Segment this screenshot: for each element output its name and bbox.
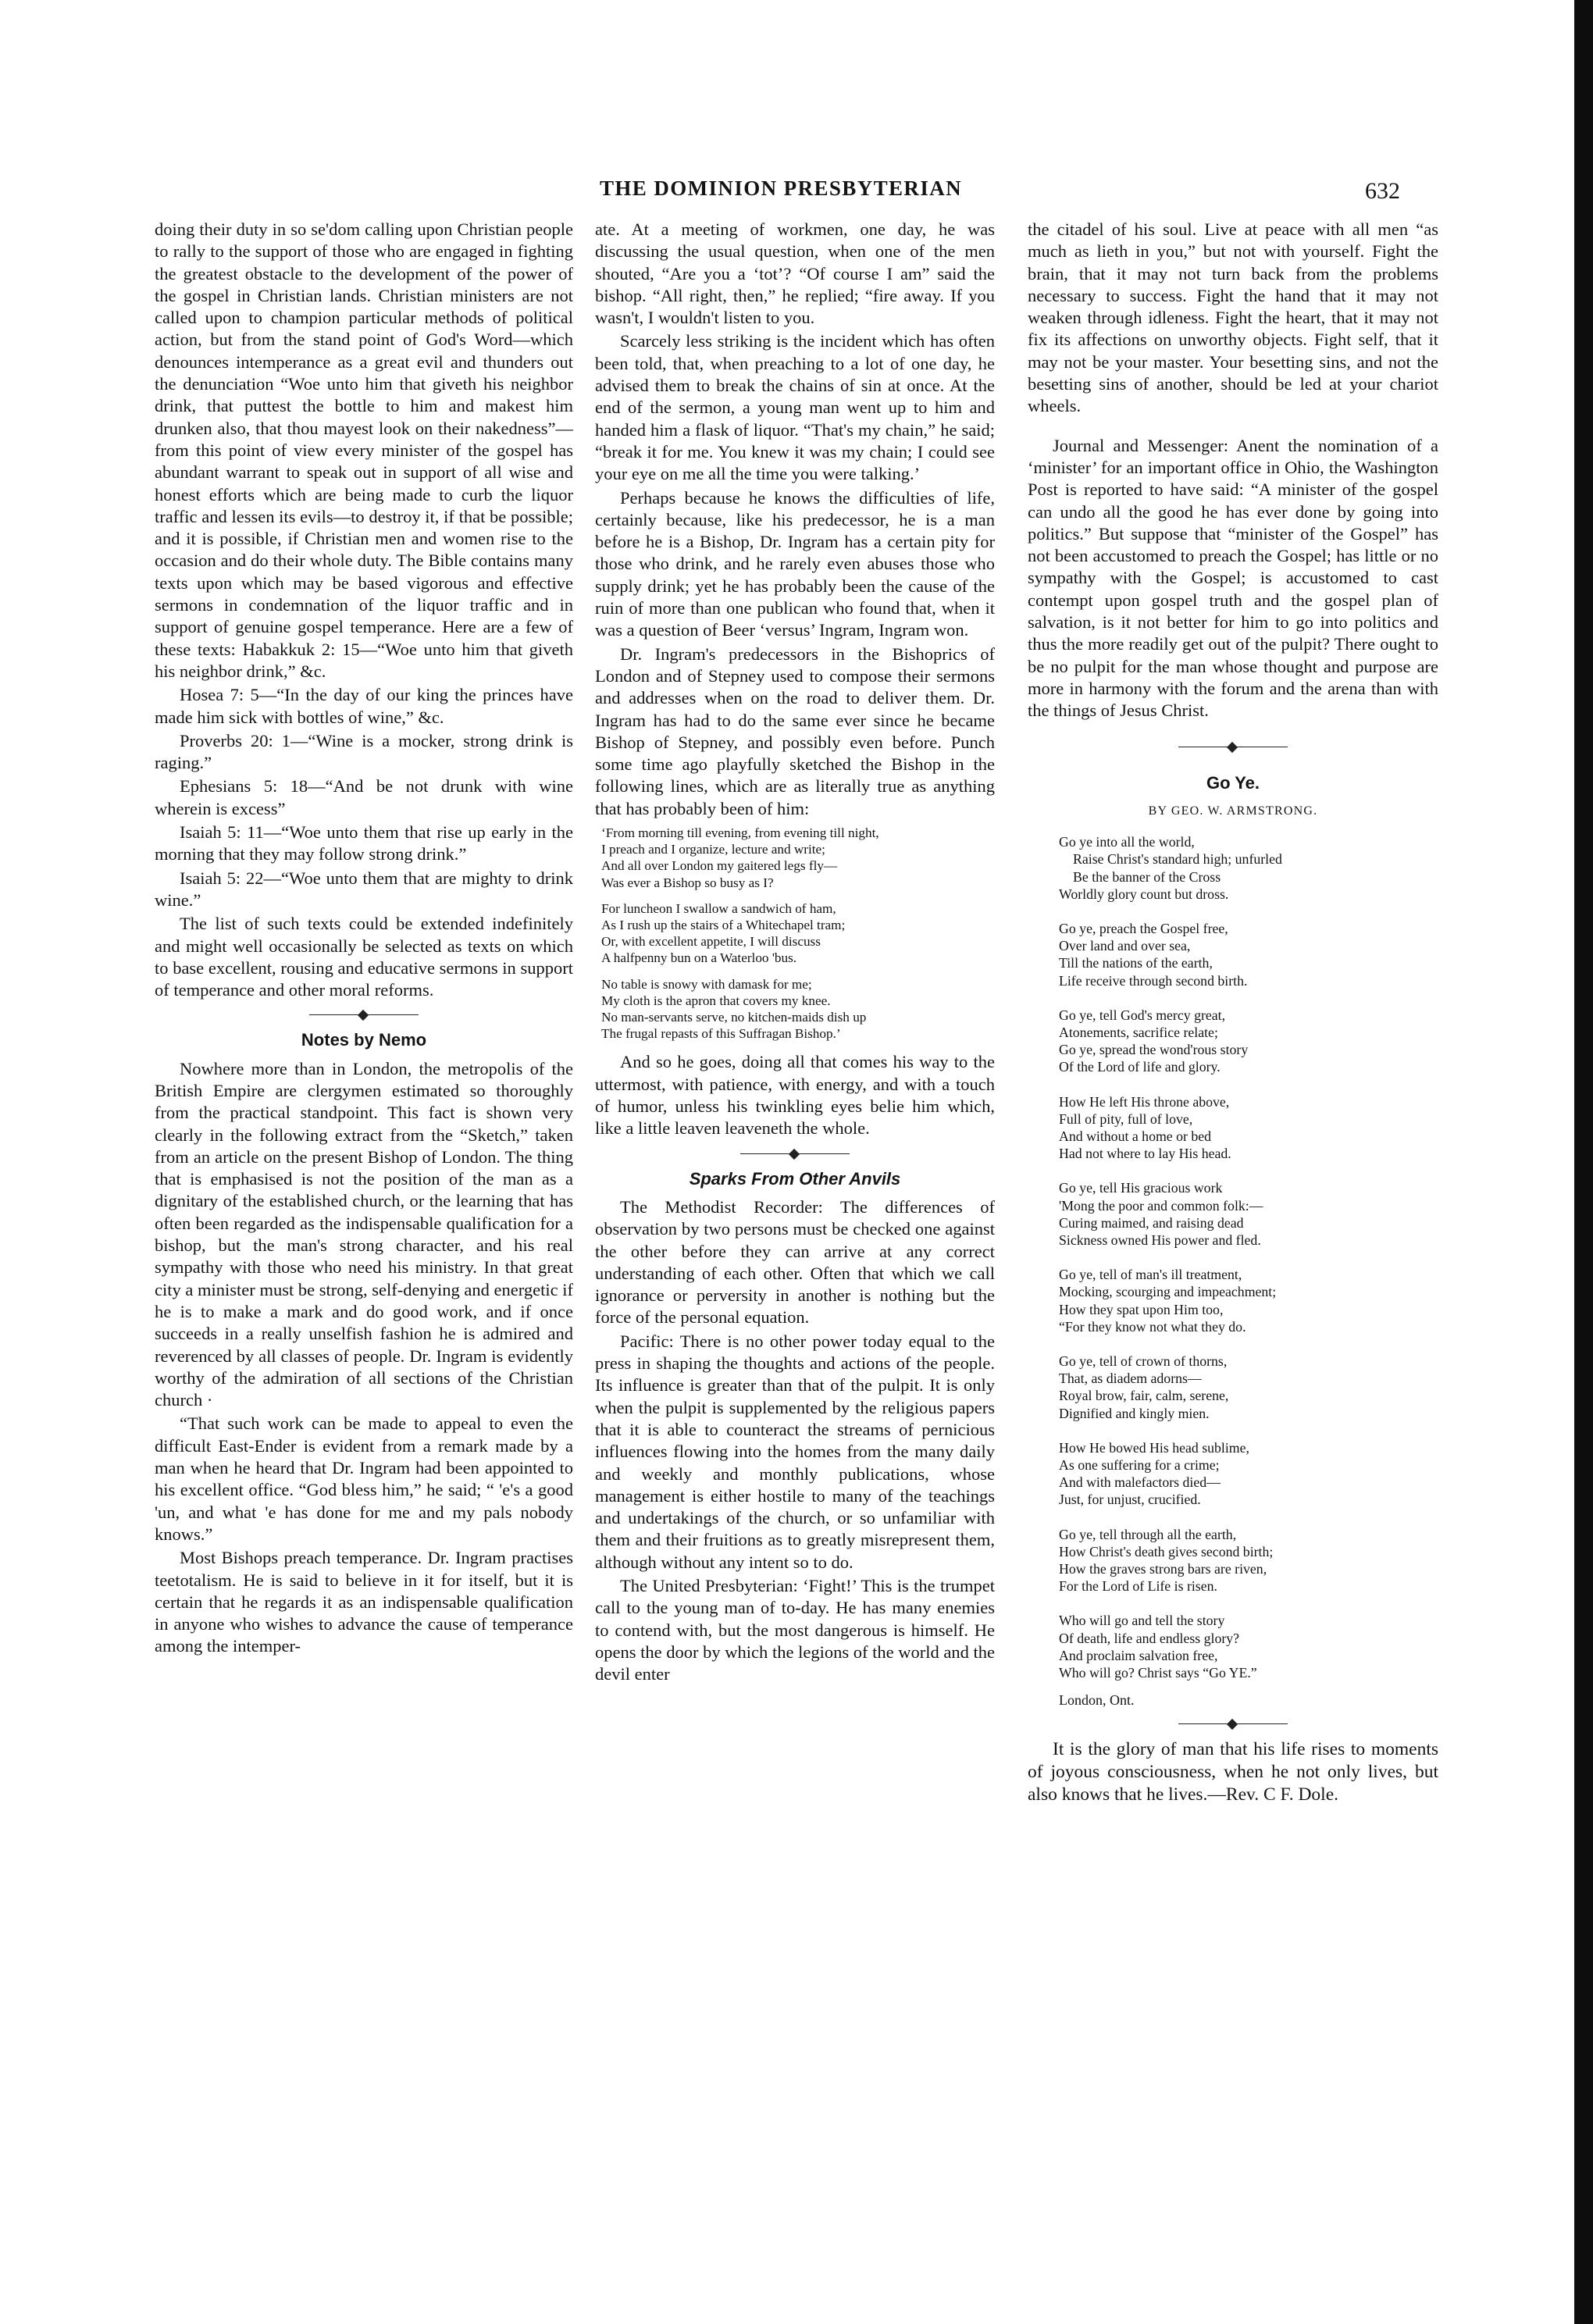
verse-line: I preach and I organize, lecture and write; [601, 842, 825, 857]
poem-line: And proclaim salvation free, [1059, 1647, 1218, 1663]
poem-line: Go ye, tell His gracious work [1059, 1180, 1223, 1196]
verse-line: No table is snowy with damask for me; [601, 976, 812, 992]
paragraph: Proverbs 20: 1—“Wine is a mocker, strong drink is raging.” [155, 730, 573, 773]
verse-stanza [595, 825, 995, 891]
verse-line: Was ever a Bishop so busy as I? [601, 875, 774, 890]
column-3 [1028, 219, 1438, 1806]
poem-stanza [1028, 833, 1438, 903]
page-number: 632 [1365, 178, 1400, 204]
poem-place: London, Ont. [1059, 1692, 1135, 1709]
column-2 [595, 219, 995, 1685]
poem-line: Just, for unjust, crucified. [1059, 1492, 1201, 1508]
paragraph: doing their duty in so se'dom calling upon Christian people to rally to the support of those who are engaged in fighting the greatest obstacle to the development of the power of the gospel in Christian lands. Christian ministers are not called upon to champion particular methods of political action, but from the stand point of God's Word—which denounces intemperance as a great evil and thunders out the denunciation “Woe unto him that giveth his neighbor drink, that puttest the bottle to him and makest him drunken also, that thou mayest look on their nakedness”—from this point of view every minister of the gospel has abundant warrant to speak out in support of all wise and honest efforts which are being made to curb the liquor traffic and lessen its evils—to destroy it, if that be possible; and it is possible, if Christian men and women rise to the occasion and do their whole duty. The Bible contains many texts upon which may be based vigorous and effective sermons in condemnation of the liquor traffic and in support of genuine gospel temperance. Here are a few of these texts: Habakkuk 2: 15—“Woe unto him that giveth his neighbor drink,” &c. [155, 219, 573, 681]
poem-line: How the graves strong bars are riven, [1059, 1561, 1267, 1577]
poem-line: Go ye, tell through all the earth, [1059, 1526, 1237, 1542]
scan-edge [1574, 0, 1593, 2324]
poem-stanza [1028, 1093, 1438, 1163]
section-divider [740, 1150, 850, 1159]
paragraph: Isaiah 5: 22—“Woe unto them that are mighty to drink wine.” [155, 868, 573, 910]
poem-line: Had not where to lay His head. [1059, 1146, 1231, 1162]
verse-line: As I rush up the stairs of a Whitechapel tram; [601, 918, 846, 933]
poem-title: Go Ye. [1206, 772, 1260, 793]
section-heading-sparks-from-other-anvils: Sparks From Other Anvils [689, 1168, 901, 1189]
section-divider [1178, 743, 1288, 752]
poem-line: And without a home or bed [1059, 1128, 1212, 1144]
verse-line: A halfpenny bun on a Waterloo 'bus. [601, 950, 797, 966]
quoted-verse [595, 825, 995, 1042]
poem-line: And with malefactors died— [1059, 1474, 1221, 1491]
poem-line: How He left His throne above, [1059, 1093, 1230, 1110]
poem-line: Who will go and tell the story [1059, 1613, 1225, 1629]
poem-line: How He bowed His head sublime, [1059, 1439, 1249, 1456]
poem-line: Go ye, spread the wond'rous story [1059, 1042, 1249, 1058]
poem-line: Of the Lord of life and glory. [1059, 1059, 1221, 1075]
paragraph: Dr. Ingram's predecessors in the Bishoprics of London and of Stepney used to compose their sermons and addresses when on the road to deliver them. Dr. Ingram has had to do the same ever since he became Bishop of Stepney, and possibly even before. Punch some time ago playfully sketched the Bishop in the following lines, which are as literally true as anything that has probably been of him: [595, 643, 995, 818]
page-header-title: THE DOMINION PRESBYTERIAN [599, 176, 963, 200]
paragraph: Ephesians 5: 18—“And be not drunk with wine wherein is excess” [155, 776, 573, 818]
paragraph: the citadel of his soul. Live at peace with all men “as much as lieth in you,” but not with yourself. Fight the brain, that it may not turn back from the problems necessary to success. Fight the hand that it may not weaken through idleness. Fight the heart, that it may not fix its affections on unworthy objects. Fight self, that it may not be your master. Your besetting sins, and not the besetting sins of another, should be led at your chariot wheels. [1028, 219, 1438, 416]
verse-line: The frugal repasts of this Suffragan Bishop.’ [601, 1026, 841, 1042]
section-divider [309, 1011, 419, 1020]
verse-line: Or, with excellent appetite, I will discuss [601, 934, 821, 950]
poem-line: Life receive through second birth. [1059, 972, 1248, 989]
verse-stanza [595, 900, 995, 967]
verse-line: ‘From morning till evening, from evening till night, [601, 825, 879, 841]
poem-line: Go ye, tell of crown of thorns, [1059, 1353, 1228, 1369]
paragraph: Pacific: There is no other power today equal to the press in shaping the thoughts and actions of the people. Its influence is greater than that of the pulpit. It is only when the pulpit is supplemented by the religious papers that it is able to counteract the streams of pernicious influences flowing into the homes from the many daily and weekly and monthly publications, whose management is either hostile to many of the teachings and undertakings of the church, or so unfamiliar with them and their fruitions as to greatly misrepresent them, although without any intent so to do. [595, 1331, 995, 1572]
poem-line: Raise Christ's standard high; unfurled [1073, 851, 1282, 868]
poem-line: Worldly glory count but dross. [1059, 886, 1229, 902]
verse-line: No man-servants serve, no kitchen-maids dish up [601, 1010, 867, 1025]
poem-line: 'Mong the poor and common folk:— [1059, 1197, 1263, 1214]
paragraph: ate. At a meeting of workmen, one day, he was discussing the usual question, when one of the men shouted, “Are you a ‘tot’? “Of course I am” said the bishop. “All right, then,” he replied; “fire away. If you wasn't, I wouldn't listen to you. [595, 219, 995, 328]
poem-line: How they spat upon Him too, [1059, 1301, 1224, 1317]
poem-line: That, as diadem adorns— [1059, 1371, 1202, 1387]
poem-byline: BY GEO. W. ARMSTRONG. [1148, 804, 1318, 818]
closing-quote: It is the glory of man that his life rises to moments of joyous consciousness, when he not only lives, but also knows that he lives.—Rev. C F. Dole. [1028, 1738, 1438, 1805]
paragraph: Perhaps because he knows the difficulties of life, certainly because, like his predecessor, he is a man before he is a Bishop, Dr. Ingram has a certain pity for those who drink, and he rarely even abuses those who supply drink; yet he has probably been the cause of the ruin of more than one publican who found that, when it was a question of Beer ‘versus’ Ingram, Ingram won. [595, 487, 995, 640]
paragraph: Nowhere more than in London, the metropolis of the British Empire are clergymen estimated so thoroughly from the practical standpoint. This fact is shown very clearly in the following extract from the “Sketch,” taken from an article on the present Bishop of London. The thing that is emphasised is not the position of the man as a dignitary of the established church, or the learning that has often been regarded as the indispensable qualification for a bishop, but the man's strong character, and his real sympathy with those who need his ministry. In that great city a minister must be strong, self-denying and energetic if he is to make a mark and do good work, and if once succeeds in a really unselfish fashion he is admired and reverenced by all classes of people. Dr. Ingram is evidently worthy of the admiration of all sections of the Christian church · [155, 1058, 573, 1410]
paragraph: Hosea 7: 5—“In the day of our king the princes have made him sick with bottles of wine,” &c. [155, 685, 573, 727]
verse-stanza [595, 976, 995, 1043]
poem-line: Atonements, sacrifice relate; [1059, 1024, 1218, 1040]
paragraph: Isaiah 5: 11—“Woe unto them that rise up early in the morning that they may follow strong drink.” [155, 822, 573, 864]
poem-line: Full of pity, full of love, [1059, 1110, 1193, 1127]
poem-stanza [1028, 920, 1438, 989]
poem-line: Till the nations of the earth, [1059, 955, 1213, 971]
poem-stanza [1028, 1612, 1438, 1681]
poem-line: Who will go? Christ says “Go YE.” [1059, 1665, 1257, 1681]
paragraph: The United Presbyterian: ‘Fight!’ This is the trumpet call to the young man of to-day. He has many enemies to contend with, but the most dangerous is himself. He opens the door by which the legions of the world and the devil enter [595, 1575, 995, 1684]
verse-line: My cloth is the apron that covers my knee. [601, 993, 831, 1008]
poem-stanza [1028, 1266, 1438, 1335]
column-1 [155, 219, 573, 1658]
section-divider [1178, 1720, 1288, 1729]
paragraph: The list of such texts could be extended indefinitely and might well occasionally be selected as texts on which to base excellent, rousing and educative sermons in support of temperance and other moral reforms. [155, 914, 573, 1000]
poem-line: Go ye, tell God's mercy great, [1059, 1007, 1226, 1023]
poem-line: Dignified and kingly mien. [1059, 1405, 1210, 1421]
paragraph: Most Bishops preach temperance. Dr. Ingram practises teetotalism. He is said to believe in it for itself, but it is certain that he regards it as an indispensable qualification in anyone who wishes to advance the cause of temperance among the intemper- [155, 1548, 573, 1656]
poem [1028, 833, 1438, 1681]
paragraph: Scarcely less striking is the incident which has often been told, that, when preaching to a lot of one day, he advised them to break the chains of sin at once. At the end of the sermon, a young man went up to him and handed him a flask of liquor. “That's my chain,” he said; “break it for me. You knew it was my chain; I could see your eye on me all the time you were talking.’ [595, 331, 995, 484]
poem-line: Go ye, preach the Gospel free, [1059, 920, 1228, 936]
poem-line: For the Lord of Life is risen. [1059, 1578, 1217, 1595]
paragraph: “That such work can be made to appeal to even the difficult East-Ender is evident from a remark made by a man when he heard that Dr. Ingram had been appointed to his excellent office. “God bless him,” he said; “ 'e's a good 'un, and what 'e has done for me and my pals nobody knows.” [155, 1413, 573, 1544]
poem-stanza [1028, 1007, 1438, 1076]
poem-stanza [1028, 1526, 1438, 1595]
paragraph: And so he goes, doing all that comes his way to the uttermost, with patience, with energy, and with a touch of humor, unless his twinkling eyes belie him which, like a little leaven leaveneth the whole. [595, 1052, 995, 1139]
poem-line: Mocking, scourging and impeachment; [1059, 1284, 1277, 1300]
poem-line: Be the banner of the Cross [1073, 868, 1221, 885]
poem-stanza [1028, 1353, 1438, 1422]
poem-line: Of death, life and endless glory? [1059, 1630, 1240, 1646]
poem-line: As one suffering for a crime; [1059, 1457, 1220, 1474]
poem-line: Go ye, tell of man's ill treatment, [1059, 1267, 1242, 1283]
poem-stanza [1028, 1179, 1438, 1249]
poem-line: How Christ's death gives second birth; [1059, 1543, 1274, 1559]
verse-line: For luncheon I swallow a sandwich of ham, [601, 900, 836, 916]
poem-line: Go ye into all the world, [1059, 834, 1195, 850]
verse-line: And all over London my gaitered legs fly— [601, 858, 838, 874]
poem-line: Over land and over sea, [1059, 938, 1191, 954]
paragraph: Journal and Messenger: Anent the nomination of a ‘minister’ for an important office in Ohio, the Washington Post is reported to have said: “A minister of the gospel can undo all the good he has ever done by going into politics.” But suppose that “minister of the Gospel” has not been accustomed to preach the Gospel; has little or no sympathy with the Gospel; is accustomed to cast contempt upon gospel truth and the gospel plan of salvation, is it not better for him to go into politics and thus the more readily get out of the pulpit? There ought to be no pulpit for the man whose thought and purpose are more in harmony with the forum and the arena than with the things of Jesus Christ. [1028, 435, 1438, 721]
section-heading-notes-by-nemo: Notes by Nemo [301, 1030, 427, 1050]
paragraph: The Methodist Recorder: The differences of observation by two persons must be checked one against the other before they can arrive at any correct understanding of each other. Often that which we call ignorance or perversity in another is nothing but the force of the personal equation. [595, 1196, 995, 1328]
poem-line: Curing maimed, and raising dead [1059, 1214, 1244, 1231]
poem-line: Royal brow, fair, calm, serene, [1059, 1388, 1229, 1404]
poem-line: “For they know not what they do. [1059, 1318, 1246, 1335]
poem-line: Sickness owned His power and fled. [1059, 1232, 1261, 1248]
poem-stanza [1028, 1439, 1438, 1509]
